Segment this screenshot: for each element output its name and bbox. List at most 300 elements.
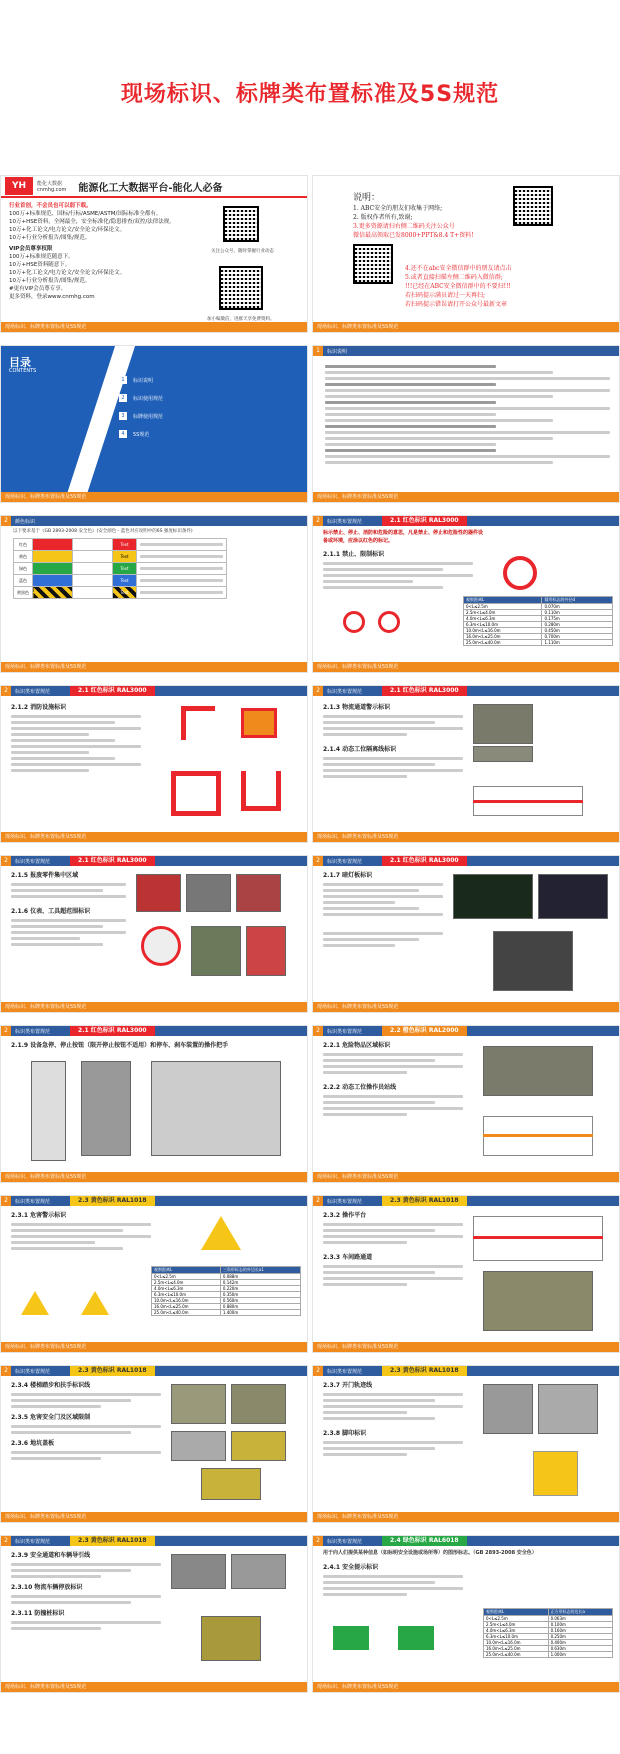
slide-row (0, 515, 620, 673)
subsection-title: 2.2.2 动态工位操作员站线 (323, 1084, 397, 1091)
subsection-title: 2.3.9 安全通道和车辆导引线 (11, 1552, 91, 1559)
slide-footer: 现场标识、标牌类布置标准及5S规范 (1, 1682, 307, 1692)
table-cell: 0.160m (548, 1628, 612, 1634)
photo (191, 926, 241, 976)
table-head: 观察距离L (464, 597, 542, 604)
slide-yellow-platform[interactable] (312, 1195, 620, 1353)
table-cell: 10.0m<L≤16.0m (152, 1298, 221, 1304)
section-tag: 2.1 红色标识 RAL3000 (382, 516, 467, 526)
slide-green[interactable] (312, 1535, 620, 1693)
vip-title: VIP会员尊享权限 (9, 246, 53, 252)
table-cell: 10.0m<L≤16.0m (484, 1640, 549, 1646)
qr-code-icon (219, 266, 263, 310)
section-tag: 2.3 黄色标识 RAL1018 (382, 1196, 467, 1206)
table-cell: 0.880m (220, 1304, 300, 1310)
color-meaning: Text (113, 575, 137, 587)
toc-title: 目录 (9, 356, 31, 369)
notice-line: 2. 版权作者所有,致谢; (353, 214, 413, 221)
header-text: 标识类布置规范 (327, 1538, 363, 1545)
toc-item[interactable] (119, 394, 163, 402)
header-text: 标识类布置规范 (327, 1028, 363, 1035)
slide-scrap-area[interactable] (0, 855, 308, 1013)
document-title: 现场标识、标牌类布置标准及5S规范 (120, 82, 500, 107)
slide-header (1, 856, 307, 866)
slide-andon[interactable] (312, 855, 620, 1013)
control-panel-photo (151, 1061, 281, 1156)
section-tag: 2.1 红色标识 RAL3000 (70, 1026, 155, 1036)
photo (483, 1046, 593, 1096)
fire-area-marking (241, 771, 281, 811)
slide-toc[interactable] (0, 345, 308, 503)
no-smoking-sign-icon (378, 611, 400, 633)
table-cell: 2.5m<L≤4.0m (152, 1280, 221, 1286)
slide-row (0, 1365, 620, 1523)
qr-code-icon (353, 244, 393, 284)
toc-label: 5S规范 (133, 431, 150, 438)
table-cell: 25.0m<L≤40.0m (484, 1652, 549, 1658)
subsection-title: 2.3.10 物流车辆停放标识 (11, 1584, 83, 1591)
notice-line: 4.还不在abc安全微信群中的朋友请点击 (405, 265, 512, 272)
header-text: 标识类布置规范 (15, 1368, 51, 1375)
photo (136, 874, 181, 912)
warning-triangle-icon (81, 1291, 109, 1315)
ad-body (9, 202, 209, 301)
section-tag: 2.1 红色标识 RAL3000 (382, 856, 467, 866)
color-meaning: Text (113, 563, 137, 575)
color-name: 黄黑色 (14, 587, 33, 599)
table-cell: 0.070m (542, 604, 613, 610)
isolation-line (473, 800, 583, 803)
qr-caption: 关注公众号，随时掌握行业动态 (211, 249, 274, 254)
notice-line: 5.或者直接扫描左侧二维码入微信群; (405, 274, 503, 281)
ad-line1: 行业首创，不会员也可以弱下载。 (9, 203, 92, 209)
size-table (463, 596, 613, 646)
toc-label: 标识使用规范 (133, 395, 164, 402)
button-panel-photo (31, 1061, 66, 1161)
photo (231, 1554, 286, 1589)
slide-text (11, 872, 126, 949)
table-cell: 0.088m (220, 1274, 300, 1280)
table-cell: 0.400m (548, 1640, 612, 1646)
table-head: 三角形标志的外边长a1 (220, 1267, 300, 1274)
notice-lines-lower (405, 264, 615, 309)
warning-triangle-icon (21, 1291, 49, 1315)
color-name: 红色 (14, 539, 33, 551)
toc-subtitle: CONTENTS (9, 368, 37, 374)
exit-sign-icon (333, 1626, 369, 1650)
toc-num: 1 (119, 376, 127, 384)
color-name: 绿色 (14, 563, 33, 575)
triangle-size-table (151, 1266, 301, 1316)
subsection-title: 2.1.9 设备急停、停止按钮（限开停止按钮不适用）和停车、刹车装置的操作把手 (11, 1042, 229, 1049)
slide-footer: 现场标识、标牌类布置标准及5S规范 (313, 322, 619, 332)
header-text: 标识类布置规范 (15, 688, 51, 695)
footprint-sign-icon (533, 1451, 578, 1496)
fire-area-marking (171, 771, 221, 816)
photo (538, 1384, 598, 1434)
floor-marking-corner (181, 706, 215, 740)
slide-colors[interactable] (0, 515, 308, 673)
table-cell: 2.5m<L≤4.0m (464, 610, 542, 616)
slide-footer: 现场标识、标牌类布置标准及5S规范 (313, 832, 619, 842)
toc-label: 标识说明 (133, 377, 154, 384)
header-text: 标识类布置规范 (15, 1538, 51, 1545)
section-tag: 2.2 橙色标识 RAL2000 (382, 1026, 467, 1036)
photo (483, 1384, 533, 1434)
toc-list (119, 376, 163, 448)
slide-header (1, 1536, 307, 1546)
color-table (13, 538, 227, 599)
subsection-title: 2.1.5 报废零件集中区域 (11, 872, 79, 879)
slide-notice[interactable] (312, 175, 620, 333)
photo (473, 746, 533, 762)
toc-item[interactable] (119, 376, 163, 384)
slide-header (313, 1366, 619, 1376)
square-size-table (483, 1608, 613, 1658)
table-cell: 0.175m (542, 616, 613, 622)
subsection-title: 2.3.4 楼梯踏步和扶手标识线 (11, 1382, 91, 1389)
slide-footer: 现场标识、标牌类布置标准及5S规范 (313, 1002, 619, 1012)
table-cell: 25.0m<L≤40.0m (152, 1310, 221, 1316)
vip-item: 10万+行业分析报告/图集/规范。 (9, 278, 91, 284)
slide-footer: 现场标识、标牌类布置标准及5S规范 (1, 322, 307, 332)
qr-code-icon (513, 186, 553, 226)
ad-item: 100万+标准规范、国标/行标/ASME/ASTM/国际标准全都有。 (9, 211, 162, 217)
table-cell: 0.142m (220, 1280, 300, 1286)
slide-header (1, 1196, 307, 1206)
notice-line: !!!已经在ABC安全微信群中的不要扫!!! (405, 283, 511, 290)
notice-line: 若扫码提示错误请打开公众号最新文章 (405, 301, 508, 308)
subsection-title: 2.3.2 操作平台 (323, 1212, 367, 1219)
section-number: 2 (313, 856, 323, 866)
table-cell: 0.630m (548, 1646, 612, 1652)
brand-site: cnmhg.com (37, 186, 67, 193)
slide-row (0, 1025, 620, 1183)
toc-panel (1, 346, 308, 494)
exit-sign-icon (398, 1626, 434, 1650)
table-cell: 0.250m (548, 1634, 612, 1640)
subsection-title: 2.1.1 禁止、限制标识 (323, 551, 385, 558)
slide-header (313, 1536, 619, 1546)
fire-box-icon (241, 708, 277, 738)
color-name: 黄色 (14, 551, 33, 563)
slide-fire-facility[interactable] (0, 685, 308, 843)
table-head: 正方形标志的边长a (548, 1609, 612, 1616)
ad-item: 10万+化工论文/电力论文/安全论文/环保论文。 (9, 227, 126, 233)
section-number: 2 (1, 1026, 11, 1036)
slide-footer: 现场标识、标牌类布置标准及5S规范 (313, 1512, 619, 1522)
slide-logistics[interactable] (312, 685, 620, 843)
slide-text (323, 872, 443, 950)
slide-orange[interactable] (312, 1025, 620, 1183)
photo (201, 1616, 261, 1661)
slide-header (1, 686, 307, 696)
section-number: 2 (1, 1366, 11, 1376)
vip-item: 10万+HSE资料随意下。 (9, 262, 71, 268)
slide-header (1, 1366, 307, 1376)
slide-vehicle-lanes[interactable] (0, 1535, 308, 1693)
table-cell: 16.0m<L≤25.0m (484, 1646, 549, 1652)
table-cell: 1.400m (220, 1310, 300, 1316)
table-cell: 16.0m<L≤25.0m (464, 634, 542, 640)
slide-footer: 现场标识、标牌类布置标准及5S规范 (313, 1172, 619, 1182)
table-cell: 2.5m<L≤4.0m (484, 1622, 549, 1628)
color-meaning: Text (113, 587, 137, 599)
section-number: 2 (313, 1366, 323, 1376)
section-tag: 2.3 黄色标识 RAL1018 (70, 1366, 155, 1376)
qr-code-icon (223, 206, 259, 242)
table-head: 观察距离L (152, 1267, 221, 1274)
orange-line (483, 1134, 593, 1137)
andon-board-photo (493, 931, 573, 991)
table-cell: 25.0m<L≤40.0m (464, 640, 542, 646)
warning-triangle-icon (201, 1216, 241, 1250)
toc-item[interactable] (119, 412, 163, 420)
slide-text (11, 1382, 161, 1463)
subsection-title: 2.3.7 开门轨迹线 (323, 1382, 373, 1389)
table-cell: 6.3m<L≤10.0m (484, 1634, 549, 1640)
notice-line: 3.更多资源请扫右侧二维码关注公众号 (353, 223, 455, 230)
title-band (0, 0, 620, 185)
section-number: 2 (1, 516, 11, 526)
table-cell: 0.700m (542, 634, 613, 640)
section-number: 2 (313, 1536, 323, 1546)
subsection-title: 2.3.11 防撞桩标识 (11, 1610, 65, 1617)
table-head: 圆形标志的外径d (542, 597, 613, 604)
table-cell: 0.100m (548, 1622, 612, 1628)
slide-row (0, 685, 620, 843)
brand-block (33, 180, 66, 193)
table-cell: 0.220m (220, 1286, 300, 1292)
section-title: 颜色标识 (15, 518, 36, 525)
slide-header (313, 516, 619, 526)
section-number: 2 (313, 1196, 323, 1206)
slide-footer: 现场标识、标牌类布置标准及5S规范 (1, 662, 307, 672)
toc-label: 标牌使用规范 (133, 413, 164, 420)
subsection-title: 2.3.1 危害警示标识 (11, 1212, 67, 1219)
slide-row (0, 345, 620, 503)
subsection-title: 2.3.8 脚印标识 (323, 1430, 367, 1437)
section-number: 2 (313, 686, 323, 696)
notice-line: 1. ABC安全的朋友们收集于网络; (353, 205, 443, 212)
section-tag: 2.3 黄色标识 RAL1018 (382, 1366, 467, 1376)
table-cell: 0.110m (542, 610, 613, 616)
slide-row (0, 855, 620, 1013)
slide-text (323, 1212, 463, 1289)
slide-header (313, 346, 619, 356)
ad-more[interactable]: 更多资料，登录www.cnmhg.com (9, 294, 95, 300)
photo (473, 704, 533, 744)
section-tag: 2.3 黄色标识 RAL1018 (70, 1196, 155, 1206)
color-meaning: Text (113, 539, 137, 551)
slide-text (323, 551, 473, 592)
slide-text (323, 1564, 463, 1599)
slide-footer: 现场标识、标牌类布置标准及5S规范 (1, 1512, 307, 1522)
section-number: 2 (1, 856, 11, 866)
table-cell: 1.000m (548, 1652, 612, 1658)
slide-header (313, 1026, 619, 1036)
photo (171, 1554, 226, 1589)
slide-ad[interactable] (0, 175, 308, 333)
slide-text (323, 1042, 463, 1119)
section-tag: 2.4 绿色标识 RAL6018 (382, 1536, 467, 1546)
photo (483, 1271, 593, 1331)
slide-footer: 现场标识、标牌类布置标准及5S规范 (1, 1172, 307, 1182)
slide-stairs[interactable] (0, 1365, 308, 1523)
ad-item: 10万+HSE资料，全网最全，安全标准化/隐患排查/双控/法律法规。 (9, 219, 175, 225)
table-cell: 4.0m<L≤6.3m (464, 616, 542, 622)
toc-item[interactable] (119, 430, 163, 438)
table-cell: 6.3m<L≤10.0m (464, 622, 542, 628)
subsection-title: 2.2.1 危险物品区域标识 (323, 1042, 391, 1049)
switch-photo (81, 1061, 131, 1156)
subsection-title: 2.1.4 动态工位隔离线标识 (323, 746, 397, 753)
table-cell: 6.3m<L≤10.0m (152, 1292, 221, 1298)
brand-name: 能化大数据 (37, 180, 63, 187)
slide-text (11, 704, 141, 775)
table-cell: 1.110m (542, 640, 613, 646)
table-cell: 4.0m<L≤6.3m (152, 1286, 221, 1292)
notice-title: 说明： (353, 193, 381, 203)
section-tag: 2.1 红色标识 RAL3000 (70, 856, 155, 866)
slide-lead: 标示禁止、停止、消防和危险的意思，凡是禁止、停止和危险性的器件设备或环境，应涂以红色的标记。 (323, 530, 484, 544)
slide-explain[interactable] (312, 345, 620, 503)
slide-header (313, 686, 619, 696)
color-meaning: Text (113, 551, 137, 563)
slide-text (323, 704, 463, 781)
caption: 以下要求基于《GB 2893-2008 安全色》(安全颜色 - 蓝色对应说明中的6S 强度标识条件) (13, 529, 193, 534)
slide-yellow-warning[interactable] (0, 1195, 308, 1353)
platform-line (473, 1236, 603, 1239)
vip-item: 100万+标准规范随意下。 (9, 254, 74, 260)
slide-row (0, 1535, 620, 1693)
section-tag: 2.1 红色标识 RAL3000 (382, 686, 467, 696)
slide-footer: 现场标识、标牌类布置标准及5S规范 (313, 492, 619, 502)
table-head: 观察距离L (484, 1609, 549, 1616)
header-text: 标识类布置规范 (327, 1198, 363, 1205)
subsection-title: 2.1.6 仪表、工具超范围标识 (11, 908, 91, 915)
stairs-photo (231, 1384, 286, 1424)
slide-footer: 现场标识、标牌类布置标准及5S规范 (313, 1342, 619, 1352)
slide-header (313, 1196, 619, 1206)
ad-title: 能源化工大数据平台-能化人必备 (78, 182, 223, 194)
slide-footer: 现场标识、标牌类布置标准及5S规范 (1, 832, 307, 842)
slide-text (11, 1042, 301, 1053)
slide-footer: 现场标识、标牌类布置标准及5S规范 (313, 662, 619, 672)
slide-header (313, 856, 619, 866)
section-number: 1 (313, 346, 323, 356)
section-number: 2 (1, 686, 11, 696)
slide-footer: 现场标识、标牌类布置标准及5S规范 (1, 492, 307, 502)
slide-text (323, 1382, 463, 1459)
header-text: 标识类布置规范 (15, 1028, 51, 1035)
table-cell: 10.0m<L≤16.0m (464, 628, 542, 634)
table-cell: 0.350m (220, 1292, 300, 1298)
table-cell: 4.0m<L≤6.3m (484, 1628, 549, 1634)
qr-caption: 加小编微信，进群天享免费资料。 (207, 317, 275, 322)
slide-footer: 现场标识、标牌类布置标准及5S规范 (1, 1342, 307, 1352)
slide-footer: 现场标识、标牌类布置标准及5S规范 (1, 1002, 307, 1012)
explain-text (325, 362, 610, 467)
table-cell: 0.063m (548, 1616, 612, 1622)
subsection-title: 2.4.1 安全提示标识 (323, 1564, 379, 1571)
table-cell: 16.0m<L≤25.0m (152, 1304, 221, 1310)
table-cell: 0<L≤2.5m (484, 1616, 549, 1622)
section-number: 2 (1, 1536, 11, 1546)
notice-line: 微信最高领取已发8000+PPT&8.4 T+资料! (353, 232, 474, 239)
subsection-title: 2.1.2 消防设施标识 (11, 704, 67, 711)
vip-item: #更有VIP会员尊专享。 (9, 286, 67, 292)
header-text: 标识类布置规范 (15, 858, 51, 865)
header-text: 标识类布置规范 (327, 1368, 363, 1375)
table-cell: 0<L≤2.5m (464, 604, 542, 610)
notice-lines (353, 204, 493, 240)
slide-text (11, 1212, 151, 1253)
andon-board-photo (538, 874, 608, 919)
slide-row (0, 175, 620, 333)
header-text: 标识类布置规范 (327, 858, 363, 865)
header-text: 标识类布置规范 (327, 688, 363, 695)
stairs-photo (171, 1384, 226, 1424)
slide-door-track[interactable] (312, 1365, 620, 1523)
slide-red-prohibit[interactable] (312, 515, 620, 673)
section-title: 标识说明 (327, 348, 348, 355)
photo (201, 1468, 261, 1500)
subsection-title: 2.3.3 车间路通道 (323, 1254, 373, 1261)
notice-line: 若扫码提示满员请过一天再扫; (405, 292, 486, 299)
subsection-title: 2.1.3 物流通道警示标识 (323, 704, 391, 711)
photo (231, 1431, 286, 1461)
table-cell: 0<L≤2.5m (152, 1274, 221, 1280)
slide-emergency-stop[interactable] (0, 1025, 308, 1183)
subsection-title: 2.3.5 危害安全门及区域限制 (11, 1414, 91, 1421)
section-tag: 2.1 红色标识 RAL3000 (70, 686, 155, 696)
table-cell: 0.560m (220, 1298, 300, 1304)
andon-board-photo (453, 874, 533, 919)
photo (236, 874, 281, 912)
subsection-title: 2.1.7 暗灯板标识 (323, 872, 373, 879)
slide-header (1, 516, 307, 526)
table-cell: 0.280m (542, 622, 613, 628)
slide-text (11, 1552, 161, 1633)
color-name: 蓝色 (14, 575, 33, 587)
ad-item: 10万+行业分析报告/图集/规范。 (9, 235, 91, 241)
subsection-title: 2.3.6 地坑盖板 (11, 1440, 55, 1447)
photo (246, 926, 286, 976)
section-number: 2 (313, 516, 323, 526)
no-fire-sign-icon (343, 611, 365, 633)
slide-row (0, 1195, 620, 1353)
photo (186, 874, 231, 912)
section-number: 2 (1, 1196, 11, 1206)
vip-item: 10万+化工论文/电力论文/安全论文/环保论文。 (9, 270, 126, 276)
toc-num: 2 (119, 394, 127, 402)
gauge-icon (141, 926, 181, 966)
photo (171, 1431, 226, 1461)
slide-header (1, 1026, 307, 1036)
toc-num: 3 (119, 412, 127, 420)
slide-footer: 现场标识、标牌类布置标准及5S规范 (313, 1682, 619, 1692)
header-text: 标识类布置规范 (327, 518, 363, 525)
slide-lead: 用于向人们提供某种信息（如标明安全设施或场所等）的图形标志。（GB 2893-2008 安全色） (323, 1550, 537, 1556)
section-tag: 2.3 黄色标识 RAL1018 (70, 1536, 155, 1546)
prohibition-sign-icon (503, 556, 537, 590)
toc-num: 4 (119, 430, 127, 438)
header-text: 标识类布置规范 (15, 1198, 51, 1205)
ad-header (1, 176, 307, 198)
table-cell: 0.450m (542, 628, 613, 634)
brand-logo: YH (5, 177, 33, 195)
